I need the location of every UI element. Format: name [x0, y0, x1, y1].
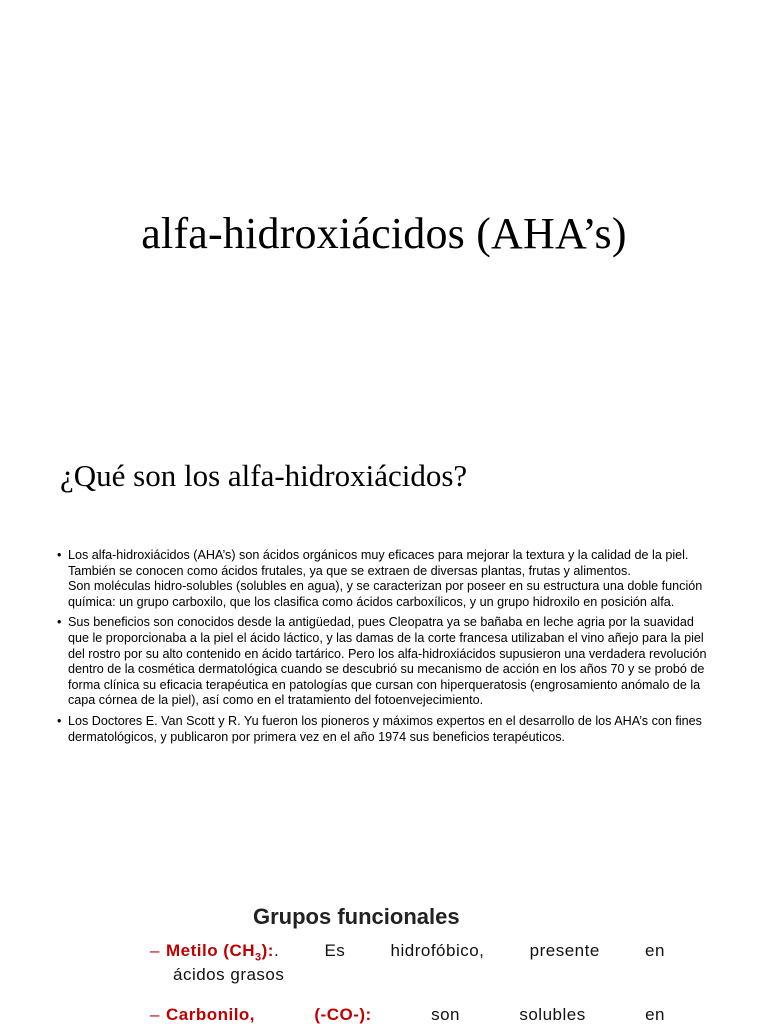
bullet-item — [68, 548, 716, 610]
bullet-text: Son moléculas hidro-solubles (solubles en agua), y se caracterizan por poseer en su estructura una doble función química: un grupo carboxilo, que los clasifica como ácidos carboxílicos, y un grupo hidroxilo en posición alfa. — [68, 579, 703, 609]
group-name: Metilo $(CH_3)$: — [165, 941, 274, 964]
slide-definition — [0, 420, 768, 890]
bullet-item — [68, 615, 716, 709]
bullet-item — [68, 714, 716, 745]
group-desc-word: en — [645, 1005, 665, 1024]
group-formula: (-CO-): — [314, 1005, 372, 1024]
slide-heading: ¿Qué son los alfa-hidroxiácidos? — [60, 458, 468, 493]
group-desc-word: presente — [529, 941, 600, 960]
group-item-metilo: – Metilo $(CH_3)$:. Es hidrofóbico, presente en ácidos grasos — [150, 941, 665, 985]
slide-title — [0, 0, 768, 420]
dash-marker: – — [150, 1005, 160, 1024]
bullet-text: • Los alfa-hidroxiácidos (AHA’s) son ácidos orgánicos muy eficaces para mejorar la textura y la calidad de la piel. También se conocen como ácidos frutales, ya que se extraen de diversas plantas, frutas y alimentos. — [68, 548, 689, 578]
group-item-carbonilo — [150, 1006, 665, 1024]
dash-marker: – — [150, 941, 160, 960]
presentation-title: alfa-hidroxiácidos (AHA’s) — [141, 209, 627, 258]
group-desc-word: son — [431, 1005, 460, 1024]
bullet-list — [68, 548, 716, 750]
group-desc-word: solubles — [519, 1005, 586, 1024]
group-desc-word: hidrofóbico, — [390, 941, 485, 960]
bullet-text: • Sus beneficios son conocidos desde la antigüedad, pues Cleopatra ya se bañaba en leche agria por la suavidad que le proporcionaba a la piel el ácido láctico, y las damas de la corte francesa utilizaban el vino añejo para la piel del rostro por su alto contenido en ácido tartárico. Pero los alfa-hidroxiácidos supusieron una verdadera revolución dentro de la cosmética dermatológica cuando se descubrió su mecanismo de acción en los años 70 y se probó de forma clínica su eficacia terapéutica en patologías que cursan con hiperqueratosis (engrosamiento anómalo de la capa córnea de la piel), así como en el tratamiento del fotoenvejecimiento. — [68, 615, 707, 708]
group-name: Carbonilo, — [165, 1005, 256, 1024]
group-desc-word: Es — [324, 941, 346, 960]
section-heading: Grupos funcionales — [253, 904, 460, 929]
slide-functional-groups — [0, 890, 768, 1024]
group-desc-word: en — [645, 941, 665, 960]
group-desc-line: ácidos grasos — [173, 965, 285, 985]
bullet-text: • Los Doctores E. Van Scott y R. Yu fueron los pioneros y máximos expertos en el desarrollo de los AHA’s con fines dermatológicos, y publicaron por primera vez en el año 1974 sus beneficios terapéuticos. — [68, 713, 702, 744]
